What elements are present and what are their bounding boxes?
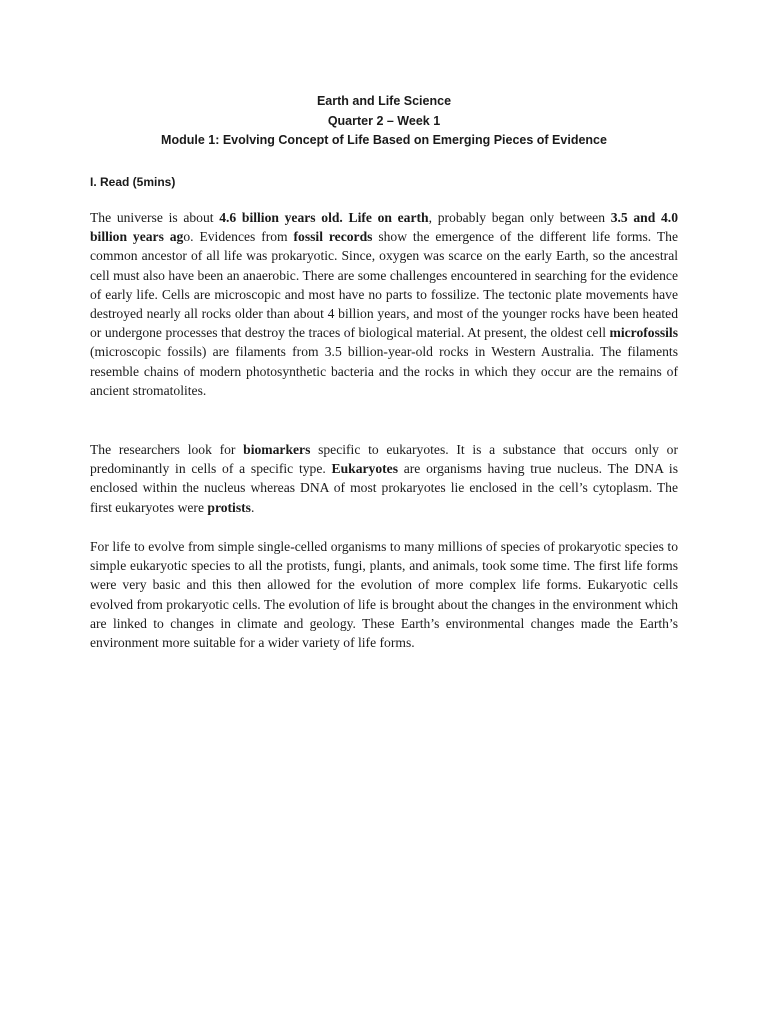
text-run: , probably began only between	[428, 210, 611, 225]
paragraph-evolution-of-life	[90, 537, 678, 652]
bold-term-fossil-records: fossil records	[293, 229, 373, 245]
bold-term-eukaryotes: Eukaryotes	[331, 461, 398, 477]
text-run: The researchers look for	[90, 442, 244, 457]
section-label: I. Read (5mins)	[90, 175, 176, 189]
bold-term-biomarkers: biomarkers	[243, 442, 311, 457]
bold-term-age-of-universe: 4.6 billion years old. Life on earth	[219, 210, 429, 225]
bold-term-life-origin-age: 3.5 and 4.0 billion years ag	[90, 210, 678, 245]
bold-term-microfossils: microfossils	[609, 325, 678, 341]
text-run: For life to evolve from simple single-celled organisms to many millions of species of prokaryotic species to simple eukaryotic species to all the protists, fungi, plants, and animals, took some time. The first life forms were very basic and this then allowed for the evolution of more complex life forms. Eukaryotic cells evolved from prokaryotic cells. The evolution of life is brought about the changes in the environment which are linked to changes in climate and geology. These Earth’s environmental changes made the Earth’s environment more suitable for a wider variety of life forms.	[90, 539, 678, 651]
subject-title: Earth and Life Science	[316, 94, 452, 108]
text-run: show the emergence of the different life forms. The common ancestor of all life was prokaryotic. Since, oxygen was scarce on the early Earth, so the ancestral cell must also have been an anaerobic. There are some challenges encountered in searching for the evidence of early life. Cells are microscopic and most have no parts to fossilize. The tectonic plate movements have destroyed nearly all rocks older than about 4 billion years, and most of the younger rocks have been heated or undergone processes that destroy the traces of biological material. At present, the oldest cell	[90, 229, 678, 341]
text-run: .	[250, 499, 255, 515]
text-run: o. Evidences from	[183, 229, 294, 245]
bold-term-protists: protists	[207, 499, 251, 515]
quarter-week-title: Quarter 2 – Week 1	[327, 113, 441, 128]
document-header	[0, 92, 768, 151]
paragraph-fossil-evidence	[90, 208, 678, 400]
text-run: are organisms having true nucleus. The DNA is enclosed within the nucleus whereas DNA of most prokaryotes lie enclosed in the cell’s cytoplasm. The first eukaryotes were	[90, 461, 678, 515]
module-title: Module 1: Evolving Concept of Life Based on Emerging Pieces of Evidence	[161, 133, 607, 147]
text-run: (microscopic fossils) are filaments from 3.5 billion-year-old rocks in Western Australia. The filaments resemble chains of modern photosynthetic bacteria and the rocks in which they occur are the remains of ancient stromatolites.	[90, 344, 678, 398]
text-run: specific to eukaryotes. It is a substance that occurs only or predominantly in cells of a specific type.	[90, 442, 678, 477]
text-run: The universe is about	[90, 210, 220, 225]
paragraph-biomarkers	[90, 440, 678, 517]
